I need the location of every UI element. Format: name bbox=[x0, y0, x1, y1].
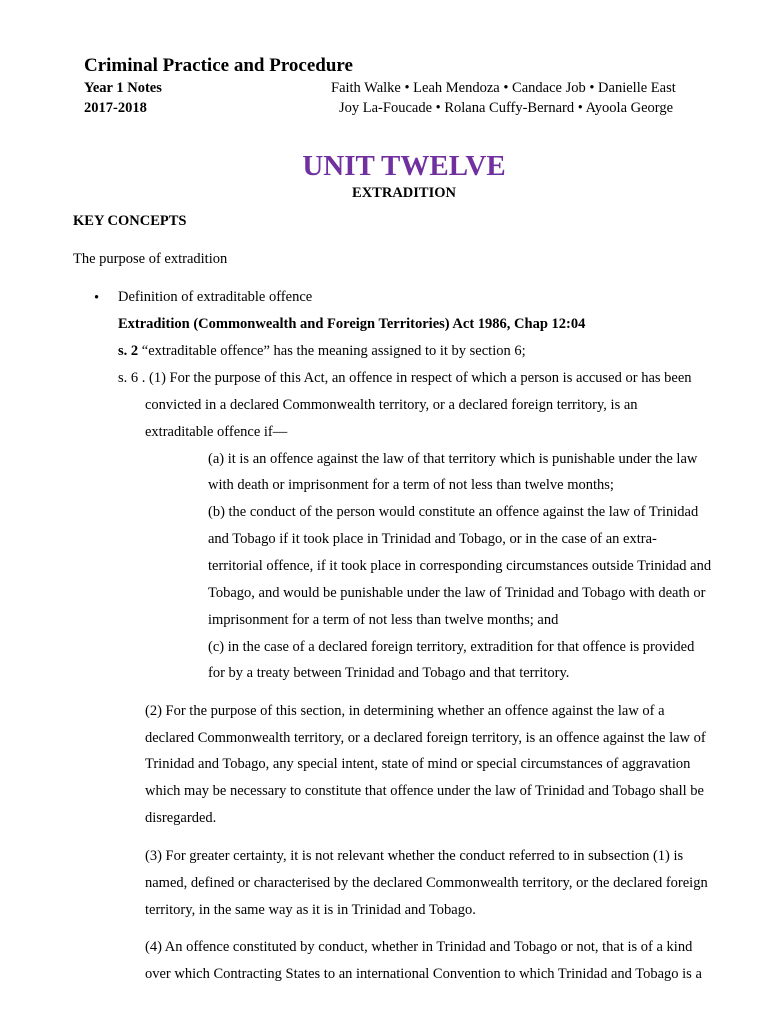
section-2-text: “extraditable offence” has the meaning assigned to it by section 6; bbox=[138, 343, 526, 359]
year-label: Year 1 Notes bbox=[84, 80, 162, 96]
statute-line: territory, in the same way as it is in Trinidad and Tobago. bbox=[145, 902, 476, 918]
statute-line: which may be necessary to constitute that offence under the law of Trinidad and Tobago shall be bbox=[145, 783, 704, 799]
statute-line: and Tobago if it took place in Trinidad and Tobago, or in the case of an extra- bbox=[208, 531, 657, 547]
statute-line: with death or imprisonment for a term of not less than twelve months; bbox=[208, 477, 614, 493]
unit-subtitle: EXTRADITION bbox=[352, 185, 456, 201]
bullet-text: Definition of extraditable offence bbox=[118, 289, 313, 305]
statute-line: extraditable offence if— bbox=[145, 424, 288, 440]
statute-line: (4) An offence constituted by conduct, whether in Trinidad and Tobago or not, that is of a kind bbox=[145, 939, 693, 955]
statute-line: (2) For the purpose of this section, in determining whether an offence against the law of a bbox=[145, 703, 665, 719]
statute-line: (a) it is an offence against the law of that territory which is punishable under the law bbox=[208, 451, 698, 467]
authors-line-1: Faith Walke • Leah Mendoza • Candace Job • Danielle East bbox=[331, 80, 676, 96]
key-concepts-heading: KEY CONCEPTS bbox=[73, 213, 187, 229]
statute-line: over which Contracting States to an international Convention to which Trinidad and Tobago is a bbox=[145, 966, 702, 982]
statute-line: imprisonment for a term of not less than twelve months; and bbox=[208, 612, 559, 628]
statute-line: Trinidad and Tobago, any special intent, state of mind or special circumstances of aggravation bbox=[145, 756, 691, 772]
section-2-label: s. 2 bbox=[118, 343, 139, 359]
statute-line: disregarded. bbox=[145, 810, 217, 826]
act-title: Extradition (Commonwealth and Foreign Territories) Act 1986, Chap 12:04 bbox=[118, 316, 586, 332]
academic-year: 2017-2018 bbox=[84, 100, 147, 116]
statute-line: declared Commonwealth territory, or a declared foreign territory, is an offence against the law of bbox=[145, 730, 706, 746]
purpose-heading: The purpose of extradition bbox=[73, 251, 228, 267]
statute-line: convicted in a declared Commonwealth territory, or a declared foreign territory, is an bbox=[145, 397, 638, 413]
statute-line: s. 6 . (1) For the purpose of this Act, an offence in respect of which a person is accused or has been bbox=[118, 370, 692, 386]
authors-line-2: Joy La-Foucade • Rolana Cuffy-Bernard • Ayoola George bbox=[339, 100, 674, 116]
bullet-marker: • bbox=[94, 290, 100, 306]
course-title: Criminal Practice and Procedure bbox=[84, 55, 353, 76]
statute-line: (b) the conduct of the person would constitute an offence against the law of Trinidad bbox=[208, 504, 699, 520]
statute-line: Tobago, and would be punishable under the law of Trinidad and Tobago with death or bbox=[208, 585, 706, 601]
statute-line: territorial offence, if it took place in corresponding circumstances outside Trinidad and bbox=[208, 558, 712, 574]
unit-title: UNIT TWELVE bbox=[302, 150, 506, 182]
statute-line: named, defined or characterised by the declared Commonwealth territory, or the declared foreign bbox=[145, 875, 708, 891]
statute-line: (c) in the case of a declared foreign territory, extradition for that offence is provided bbox=[208, 639, 695, 655]
section-2 bbox=[118, 343, 526, 360]
statute-line: for by a treaty between Trinidad and Tobago and that territory. bbox=[208, 665, 570, 681]
statute-line: (3) For greater certainty, it is not relevant whether the conduct referred to in subsection (1) is bbox=[145, 848, 684, 864]
